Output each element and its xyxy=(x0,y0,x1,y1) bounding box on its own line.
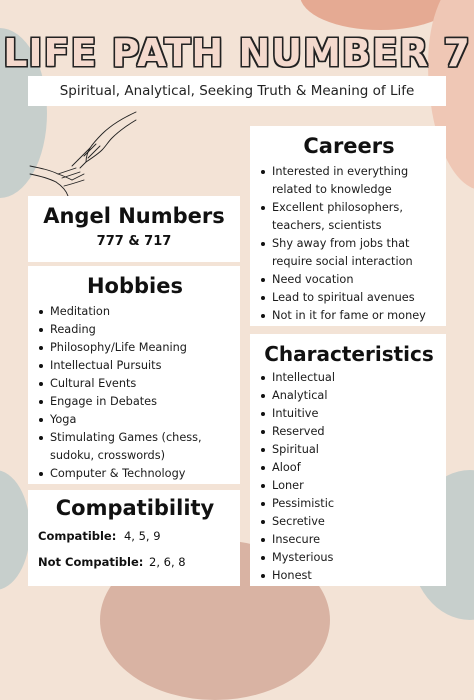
list-item: Computer & Technology xyxy=(38,465,232,483)
list-item: Loner xyxy=(260,477,438,495)
not-compatible-label: Not Compatible: xyxy=(38,555,144,569)
characteristics-card xyxy=(250,334,446,586)
list-item: Stimulating Games (chess, sudoku, crosswords) xyxy=(38,429,232,465)
list-item: Cultural Events xyxy=(38,375,232,393)
angel-numbers-card xyxy=(28,196,240,262)
hobbies-heading: Hobbies xyxy=(86,274,183,298)
hobbies-card xyxy=(28,266,240,484)
angel-numbers-heading: Angel Numbers xyxy=(43,204,225,228)
list-item: Meditation xyxy=(38,303,232,321)
list-item: Philosophy/Life Meaning xyxy=(38,339,232,357)
list-item: Engage in Debates xyxy=(38,393,232,411)
careers-card xyxy=(250,126,446,326)
page-subtitle: Spiritual, Analytical, Seeking Truth & Meaning of Life xyxy=(59,83,415,99)
careers-heading: Careers xyxy=(303,134,395,158)
list-item: Excellent philosophers, teachers, scientists xyxy=(260,199,438,235)
compatible-value: 4, 5, 9 xyxy=(123,529,161,543)
page-title: LIFE PATH NUMBER 7 xyxy=(3,31,471,75)
list-item: Not in it for fame or money xyxy=(260,307,438,325)
list-item: Mysterious xyxy=(260,549,438,567)
list-item: Lead to spiritual avenues xyxy=(260,289,438,307)
compatible-row xyxy=(38,528,232,544)
page-subtitle-box xyxy=(28,76,446,106)
compatible-label: Compatible: xyxy=(38,529,117,543)
list-item: Insecure xyxy=(260,531,438,549)
list-item: Intuitive xyxy=(260,405,438,423)
hands-line-art-icon xyxy=(28,104,140,198)
list-item: Pessimistic xyxy=(260,495,438,513)
list-item: Reserved xyxy=(260,423,438,441)
list-item: Intellectual xyxy=(260,369,438,387)
list-item: Yoga xyxy=(38,411,232,429)
not-compatible-row xyxy=(38,554,232,570)
hobbies-list xyxy=(38,303,232,483)
list-item: Reading xyxy=(38,321,232,339)
careers-list xyxy=(260,163,438,325)
list-item: Interested in everything related to knowledge xyxy=(260,163,438,199)
list-item: Aloof xyxy=(260,459,438,477)
angel-numbers-value: 777 & 717 xyxy=(96,234,172,249)
list-item: Spiritual xyxy=(260,441,438,459)
list-item: Need vocation xyxy=(260,271,438,289)
compatibility-card xyxy=(28,490,240,586)
characteristics-list xyxy=(260,369,438,585)
not-compatible-value: 2, 6, 8 xyxy=(149,555,186,569)
list-item: Honest xyxy=(260,567,438,585)
list-item: Secretive xyxy=(260,513,438,531)
background-blob-grey-bottom-left xyxy=(0,470,30,590)
list-item: Analytical xyxy=(260,387,438,405)
list-item: Shy away from jobs that require social interaction xyxy=(260,235,438,271)
list-item: Intellectual Pursuits xyxy=(38,357,232,375)
characteristics-heading: Characteristics xyxy=(264,342,434,366)
compatibility-heading: Compatibility xyxy=(55,496,215,520)
